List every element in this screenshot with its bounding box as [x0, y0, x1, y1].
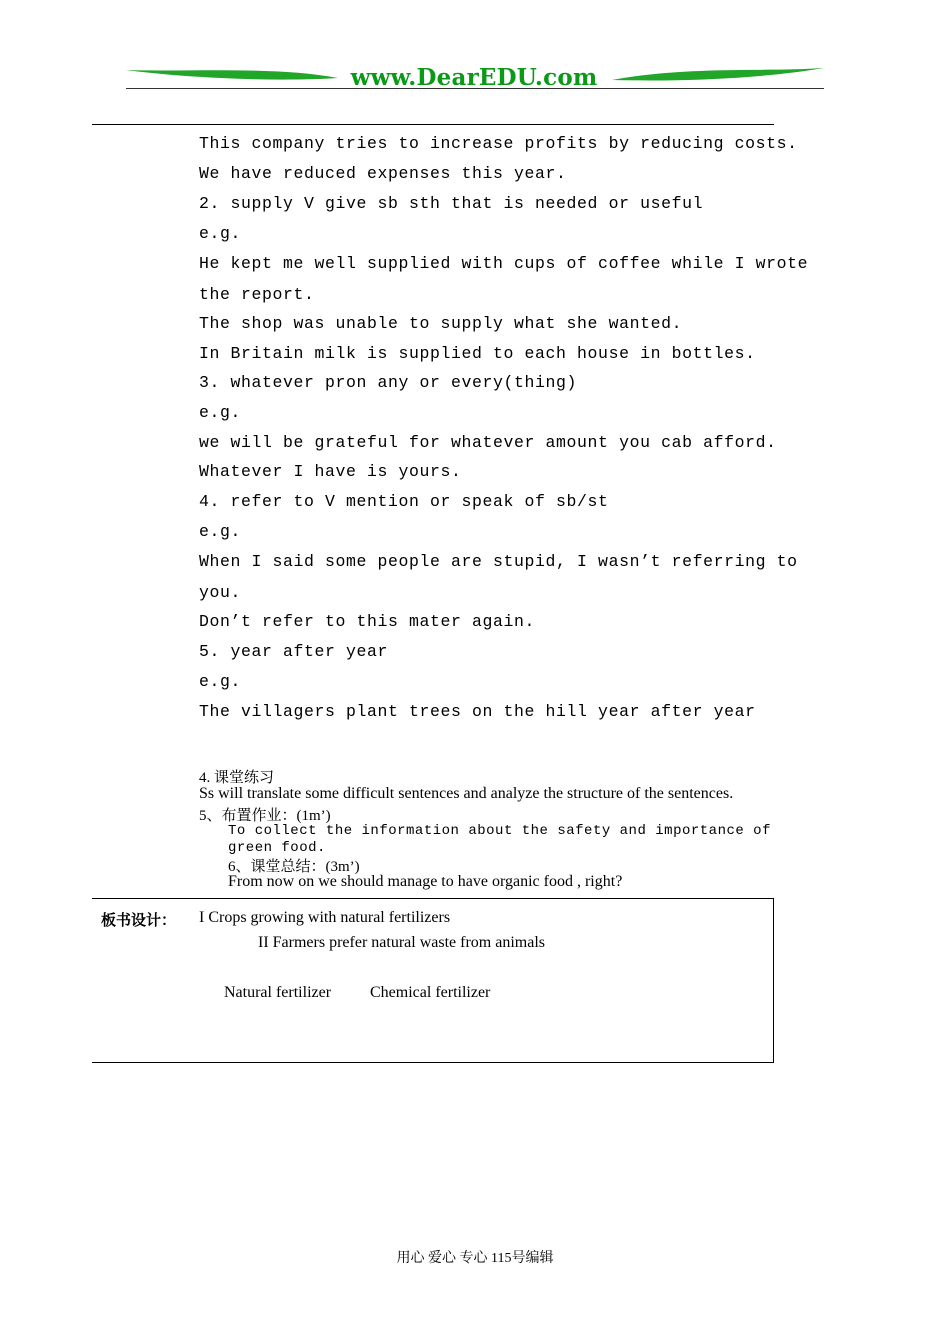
- vocab-heading-supply: 2. supply V give sb sth that is needed or useful: [199, 194, 704, 213]
- eg-label: e.g.: [199, 403, 242, 422]
- site-header-banner: [126, 62, 824, 92]
- example-line: The villagers plant trees on the hill year after year: [199, 702, 756, 721]
- board-line-2: II Farmers prefer natural waste from animals: [258, 934, 545, 951]
- example-line: In Britain milk is supplied to each house in bottles.: [199, 344, 756, 363]
- header-divider: [126, 88, 824, 89]
- eg-label: e.g.: [199, 522, 242, 541]
- site-logo-text[interactable]: www.DearEDU.com: [350, 64, 598, 91]
- vocab-heading-whatever: 3. whatever pron any or every(thing): [199, 373, 578, 392]
- vocab-heading-year-after-year: 5. year after year: [199, 642, 389, 661]
- example-line: This company tries to increase profits by reducing costs.: [199, 134, 798, 153]
- board-natural-fertilizer: Natural fertilizer: [224, 984, 332, 1001]
- example-line: the report.: [199, 285, 315, 304]
- eg-label: e.g.: [199, 224, 242, 243]
- summary-text: From now on we should manage to have organic food , right?: [228, 873, 623, 890]
- board-chemical-fertilizer: Chemical fertilizer: [370, 984, 491, 1001]
- exercise-heading: 4. 课堂练习: [199, 770, 275, 786]
- table-top-border: [92, 124, 774, 125]
- example-line: you.: [199, 583, 242, 602]
- example-line: When I said some people are stupid, I wasn’t referring to: [199, 552, 798, 571]
- example-line: The shop was unable to supply what she wanted.: [199, 314, 683, 333]
- board-design-label: 板书设计：: [101, 913, 177, 929]
- vocab-heading-refer-to: 4. refer to V mention or speak of sb/st: [199, 492, 609, 511]
- example-line: we will be grateful for whatever amount you cab afford.: [199, 433, 777, 452]
- example-line: Whatever I have is yours.: [199, 462, 462, 481]
- exercise-text: Ss will translate some difficult sentences and analyze the structure of the sentences.: [199, 785, 734, 802]
- board-line-1: I Crops growing with natural fertilizers: [199, 909, 451, 926]
- homework-text-line: green food.: [228, 840, 326, 856]
- eg-label: e.g.: [199, 672, 242, 691]
- example-line: We have reduced expenses this year.: [199, 164, 567, 183]
- summary-heading: 6、课堂总结：(3m’): [228, 859, 360, 875]
- homework-text-line: To collect the information about the safety and importance of: [228, 823, 771, 839]
- example-line: He kept me well supplied with cups of coffee while I wrote: [199, 254, 809, 273]
- homework-heading: 5、布置作业：(1m’): [199, 808, 331, 824]
- page-footer: 用心 爱心 专心 115号编辑: [396, 1251, 554, 1266]
- example-line: Don’t refer to this mater again.: [199, 612, 536, 631]
